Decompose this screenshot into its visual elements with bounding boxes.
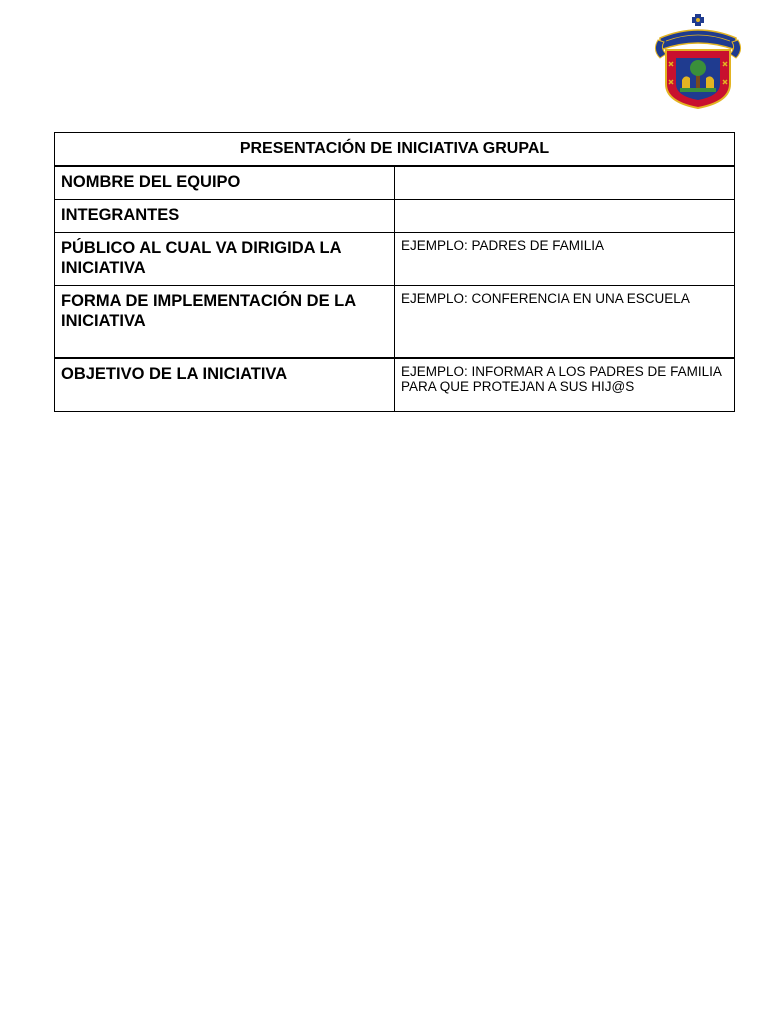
cross-icon xyxy=(692,14,704,26)
form-title-row xyxy=(55,133,735,167)
initiative-form-table xyxy=(54,132,735,412)
table-row xyxy=(55,286,735,359)
table-row xyxy=(55,200,735,233)
team-name-field[interactable] xyxy=(395,166,735,200)
table-row xyxy=(55,166,735,200)
table-row xyxy=(55,233,735,286)
form-title: PRESENTACIÓN DE INICIATIVA GRUPAL xyxy=(55,133,735,167)
target-audience-label: PÚBLICO AL CUAL VA DIRIGIDA LA INICIATIVA xyxy=(55,233,395,286)
university-coat-of-arms-icon xyxy=(652,10,744,112)
objective-field[interactable]: EJEMPLO: INFORMAR A LOS PADRES DE FAMILIA PARA QUE PROTEJAN A SUS HIJ@S xyxy=(395,358,735,412)
target-audience-field[interactable]: EJEMPLO: PADRES DE FAMILIA xyxy=(395,233,735,286)
implementation-label: FORMA DE IMPLEMENTACIÓN DE LA INICIATIVA xyxy=(55,286,395,359)
implementation-field[interactable]: EJEMPLO: CONFERENCIA EN UNA ESCUELA xyxy=(395,286,735,359)
members-label: INTEGRANTES xyxy=(55,200,395,233)
team-name-label: NOMBRE DEL EQUIPO xyxy=(55,166,395,200)
members-field[interactable] xyxy=(395,200,735,233)
objective-label: OBJETIVO DE LA INICIATIVA xyxy=(55,358,395,412)
table-row xyxy=(55,358,735,412)
